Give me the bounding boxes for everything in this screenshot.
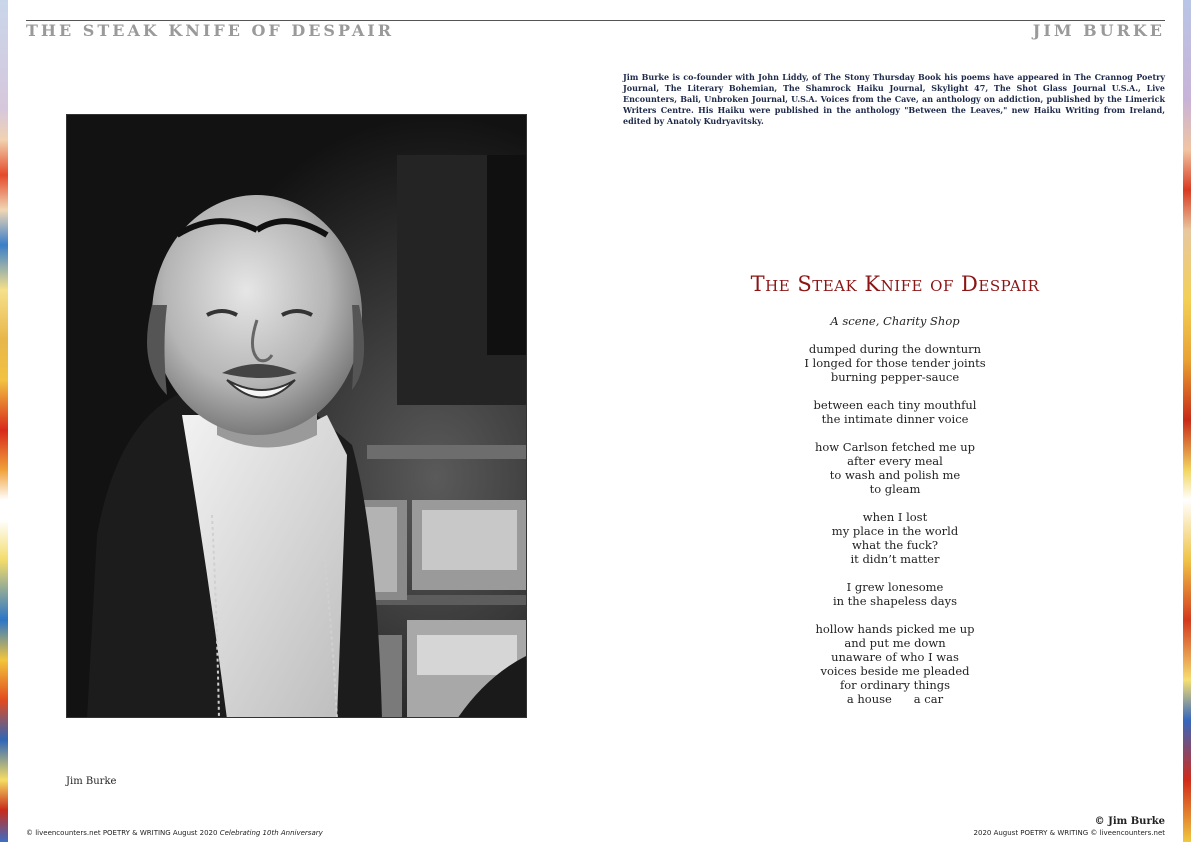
poem-stanza [640,510,1150,566]
poem-line: burning pepper-sauce [830,370,960,384]
poem-stanza [640,342,1150,384]
poem-stanza [640,440,1150,496]
poem-title: The Steak Knife of Despair [750,272,1040,296]
author-photo [66,114,527,718]
poem-line: what the fuck? [851,538,939,552]
footer-left [26,829,323,837]
poem-body [640,342,1150,720]
header-title-left: THE STEAK KNIFE OF DESPAIR [26,21,395,40]
poem-line: hollow hands picked me up [815,622,975,636]
poem-line: when I lost [862,510,928,524]
poem-stanza [640,398,1150,426]
poem-line: the intimate dinner voice [821,412,969,426]
poem-line: how Carlson fetched me up [814,440,976,454]
poem-line: and put me down [844,636,946,650]
poem-line: to gleam [869,482,921,496]
decorative-right-edge [1183,0,1191,842]
poem-stanza [640,580,1150,608]
header-title-right: JIM BURKE [1032,21,1165,40]
poem-subtitle: A scene, Charity Shop [830,314,960,328]
poem-line: for ordinary things [839,678,951,692]
poem-line: after every meal [847,454,943,468]
poem-line: between each tiny mouthful [813,398,977,412]
decorative-left-edge [0,0,8,842]
poem-line: voices beside me pleaded [820,664,970,678]
footer-left-italic: Celebrating 10th Anniversary [219,829,323,837]
poem-line: I grew lonesome [846,580,944,594]
poem-line: to wash and polish me [829,468,961,482]
photo-caption: Jim Burke [66,776,117,787]
poem-stanza [640,622,1150,706]
copyright-notice: © Jim Burke [1094,816,1165,827]
footer-right: 2020 August POETRY & WRITING © liveencounters.net [973,829,1165,837]
poem-line: my place in the world [831,524,959,538]
footer-left-text: © liveencounters.net POETRY & WRITING August 2020 [26,829,218,837]
poem-line: dumped during the downturn [808,342,982,356]
author-bio: Jim Burke is co-founder with John Liddy, of The Stony Thursday Book his poems have appeared in The Crannog Poetry Journal, The Literary Bohemian, The Shamrock Haiku Journal, Skylight 47, The Shot Glass Journal U.S.A., Live Encounters, Bali, Unbroken Journal, U.S.A. Voices from the Cave, an anthology on addiction, published by the Limerick Writers Centre. His Haiku were published in the anthology "Between the Leaves," new Haiku Writing from Ireland, edited by Anatoly Kudryavitsky. [623,72,1165,126]
poem-line: I longed for those tender joints [804,356,986,370]
portrait-illustration [67,115,527,718]
poem-line: it didn’t matter [850,552,940,566]
poem-line: unaware of who I was [831,650,959,664]
poem-line: in the shapeless days [832,594,958,608]
poem-line: a house a car [846,692,944,706]
